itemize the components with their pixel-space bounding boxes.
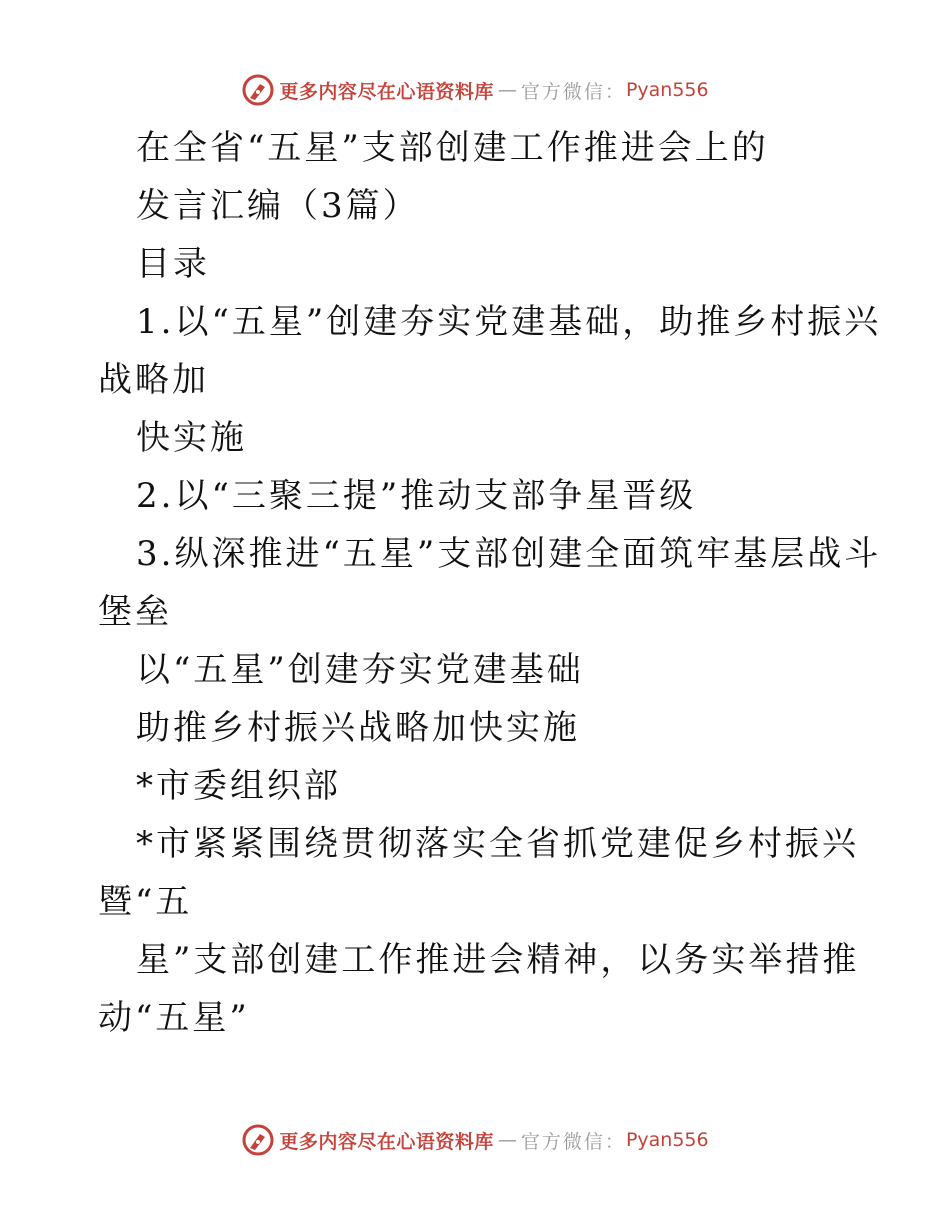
article-title-line-2: 助推乡村振兴战略加快实施: [136, 708, 580, 748]
paragraph-line-2: 暨“五: [98, 882, 193, 922]
article-author: *市委组织部: [136, 766, 341, 806]
toc-item-1-line-1: 1.以“五星”创建夯实党建基础，助推乡村振兴: [136, 302, 882, 342]
doc-title-line-2: 发言汇编（3篇）: [136, 186, 420, 226]
paragraph-line-4: 动“五星”: [98, 998, 250, 1038]
article-title-line-1: 以“五星”创建夯实党建基础: [136, 650, 584, 690]
toc-item-1-line-3: 快实施: [136, 418, 247, 458]
toc-item-2: 2.以“三聚三提”推动支部争星晋级: [136, 476, 697, 516]
paragraph-line-3: 星”支部创建工作推进会精神，以务实举措推: [136, 940, 860, 980]
pen-nib-circle-icon: [241, 1123, 275, 1157]
bottom-banner: [0, 1120, 950, 1160]
top-banner: [0, 70, 950, 110]
toc-item-1-line-2: 战略加: [98, 360, 209, 400]
banner-brand-text: 更多内容尽在心语资料库: [279, 1130, 494, 1153]
banner-wechat-label: 官方微信：: [520, 80, 626, 103]
banner-wechat-id: Pyan556: [625, 79, 709, 101]
banner-dash: —: [497, 79, 517, 101]
toc-item-3-line-2: 堡垒: [98, 592, 172, 632]
toc-item-3-line-1: 3.纵深推进“五星”支部创建全面筑牢基层战斗: [136, 534, 882, 574]
pen-nib-circle-icon: [241, 73, 275, 107]
banner-dash: —: [497, 1129, 517, 1151]
paragraph-line-1: *市紧紧围绕贯彻落实全省抓党建促乡村振兴: [136, 824, 859, 864]
banner-brand-text: 更多内容尽在心语资料库: [279, 80, 494, 103]
banner-wechat-id: Pyan556: [625, 1129, 709, 1151]
banner-wechat-label: 官方微信：: [520, 1130, 626, 1153]
doc-title-line-1: 在全省“五星”支部创建工作推进会上的: [136, 128, 769, 168]
toc-heading: 目录: [136, 244, 210, 284]
